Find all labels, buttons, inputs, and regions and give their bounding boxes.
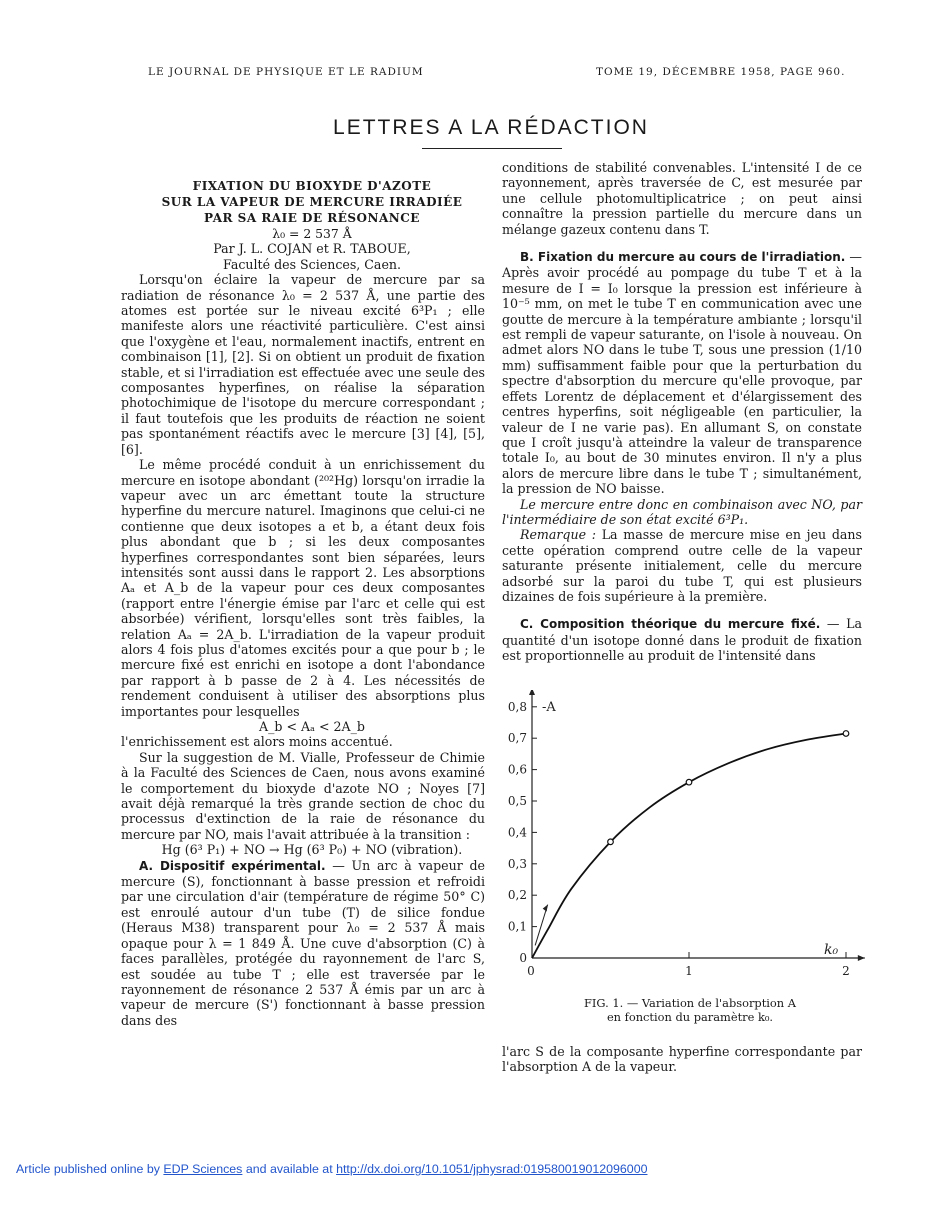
x-tick-label: 1 bbox=[685, 964, 693, 978]
footer-prefix: Article published online by bbox=[16, 1162, 164, 1176]
title-rule bbox=[422, 148, 562, 149]
y-tick-label: 0,7 bbox=[507, 731, 527, 746]
section-c-text: — La quantité d'un isotope donné dans le produit de fixation est proportionnelle au produit de l'intensité dans bbox=[502, 616, 862, 664]
publisher-link[interactable]: EDP Sciences bbox=[163, 1162, 243, 1176]
x-tick-label: 2 bbox=[842, 964, 850, 978]
y-axis-arrow bbox=[529, 690, 535, 695]
section-b-text: — Après avoir procédé au pompage du tube T et à la mesure de I = I₀ lorsque la pression est inférieure à 10⁻⁵ mm, on met le tube T en communication avec une goutte de mercure à la température ambiante ; lorsqu'il est rempli de vapeur saturante, on l'isole à nouveau. On admet alors NO dans le tube T, sous une pression (1/10 mm) suffisamment faible pour que la perturbation du spectre d'absorption du mercure qu'elle provoque, par effets Lorentz de déplacement et d'élargissement des centres hyperfins, soit négligeable (en particulier, la valeur de I ne varie pas). En allumant S, on constate que I croît jusqu'à atteindre la valeur de transparence totale I₀, au bout de 30 minutes environ. Il n'y a plus alors de mercure libre dans le tube T ; simultanément, la pression de NO baisse. bbox=[502, 249, 862, 497]
section-b-heading: B. Fixation du mercure au cours de l'irradiation. bbox=[520, 250, 846, 265]
footer-middle: and available at bbox=[242, 1162, 337, 1176]
article-authors: Par J. L. COJAN et R. TABOUE, bbox=[213, 241, 411, 257]
y-tick-label: 0,4 bbox=[507, 825, 527, 840]
article-title-line-2: SUR LA VAPEUR DE MERCURE IRRADIÉE bbox=[161, 195, 463, 209]
left-paragraph-3: l'enrichissement est alors moins accentué. bbox=[121, 734, 393, 750]
section-a-heading: A. Dispositif expérimental. bbox=[139, 858, 326, 873]
data-point bbox=[686, 779, 692, 785]
left-paragraph-1: Lorsqu'on éclaire la vapeur de mercure par sa radiation de résonance λ₀ = 2 537 Å, une partie des atomes est portée sur le niveau excité 6³P₁ ; elle manifeste alors une réactivité particulière. C'est ainsi que l'oxygène et l'eau, normalement inactifs, entrent en combinaison [1], [2]. Si on obtient un produit de fixation stable, et si l'irradiation est effectuée avec une seule des composantes hyperfines, on réalise la séparation photochimique de l'isotope du mercure correspondant ; il faut toutefois que les produits de réaction ne soient pas spontanément réactifs avec le mercure [3] [4], [5], [6]. bbox=[121, 272, 485, 457]
right-paragraph-after-figure: l'arc S de la composante hyperfine correspondante par l'absorption A de la vapeur. bbox=[502, 1044, 862, 1075]
left-paragraph-2: Le même procédé conduit à un enrichissement du mercure en isotope abondant (²⁰²Hg) lorsqu'on irradie la vapeur avec un arc émettant toute la structure hyperfine du mercure naturel. Imaginons que celui-ci ne contienne que deux isotopes a et b, a étant deux fois plus abondant que b ; si les deux composantes hyperfines correspondantes sont bien séparées, leurs intensités sont aussi dans le rapport 2. Les absorptions Aₐ et A_b de la vapeur pour ces deux composantes (rapport entre l'énergie émise par l'arc et celle qui est absorbée) vérifient, lorsqu'elles sont très faibles, la relation Aₐ = 2A_b. L'irradiation de la vapeur produit alors 4 fois plus d'atomes excités pour a que pour b ; le mercure fixé est enrichi en isotope a dont l'abondance par rapport à b passe de 2 à 4. Les nécessités de rendement conduisent à utiliser des absorptions plus importantes pour lesquelles bbox=[121, 457, 485, 719]
remarque-paragraph bbox=[502, 527, 862, 604]
section-b-paragraph bbox=[502, 249, 862, 497]
section-c-paragraph bbox=[502, 616, 862, 663]
remarque-text: La masse de mercure mise en jeu dans cette opération comprend outre celle de la vapeur saturante présente initialement, celle du mercure adsorbé sur la paroi du tube T, qui est plusieurs dizaines de fois supérieure à la première. bbox=[502, 527, 862, 604]
absorption-curve bbox=[532, 733, 846, 958]
data-point bbox=[843, 731, 849, 737]
x-tick-label: 0 bbox=[527, 964, 535, 978]
figure-caption-line-2: en fonction du paramètre k₀. bbox=[606, 1010, 774, 1024]
formula-inequality: A_b < Aₐ < 2A_b bbox=[259, 719, 365, 734]
figure-caption-line-1: FIG. 1. — Variation de l'absorption A bbox=[584, 996, 796, 1010]
journal-header: LE JOURNAL DE PHYSIQUE ET LE RADIUM bbox=[148, 66, 424, 78]
left-column bbox=[121, 178, 485, 1028]
data-point bbox=[608, 839, 614, 845]
y-tick-label: 0,2 bbox=[507, 888, 527, 903]
article-lambda: λ₀ = 2 537 Å bbox=[272, 226, 352, 241]
figure-caption bbox=[540, 996, 840, 1024]
figure-1 bbox=[505, 690, 875, 990]
italic-conclusion: Le mercure entre donc en combinaison avec NO, par l'intermédiaire de son état excité 6³P₁. bbox=[502, 496, 862, 527]
formula-transition: Hg (6³ P₁) + NO → Hg (6³ P₀) + NO (vibration). bbox=[161, 842, 463, 858]
article-title-line-1: FIXATION DU BIOXYDE D'AZOTE bbox=[192, 179, 432, 193]
article-affiliation: Faculté des Sciences, Caen. bbox=[222, 256, 402, 272]
y-tick-label: 0,5 bbox=[507, 794, 527, 808]
y-tick-label: 0,1 bbox=[507, 919, 527, 934]
x-axis-label: k₀ bbox=[824, 942, 839, 958]
section-c-heading: C. Composition théorique du mercure fixé. bbox=[520, 617, 821, 632]
x-axis-arrow bbox=[858, 955, 865, 961]
y-tick-label: 0,3 bbox=[507, 856, 527, 871]
absorption-chart bbox=[505, 690, 875, 990]
doi-link[interactable]: http://dx.doi.org/10.1051/jphysrad:019580019012096000 bbox=[336, 1162, 648, 1176]
section-a-paragraph bbox=[121, 858, 485, 1028]
remarque-label: Remarque : bbox=[520, 527, 596, 543]
right-paragraph-1: conditions de stabilité convenables. L'intensité I de ce rayonnement, après traversée de C, est mesurée par une cellule photomultiplicatrice ; on peut ainsi connaître la pression partielle du mercure dans un mélange gazeux contenu dans T. bbox=[502, 160, 862, 237]
left-paragraph-4: Sur la suggestion de M. Vialle, Professeur de Chimie à la Faculté des Sciences de Caen, nous avons examiné le comportement du bioxyde d'azote NO ; Noyes [7] avait déjà remarqué la très grande section de choc du processus d'extinction de la raie de résonance du mercure par NO, mais l'avait attribuée à la transition : bbox=[121, 749, 485, 842]
right-column bbox=[502, 160, 862, 664]
article-title-line-3: PAR SA RAIE DE RÉSONANCE bbox=[204, 211, 420, 225]
section-title: LETTRES A LA RÉDACTION bbox=[333, 116, 649, 139]
y-axis-label: -A bbox=[542, 699, 556, 715]
y-tick-label: 0,8 bbox=[507, 699, 527, 714]
y-tick-label: 0 bbox=[519, 951, 527, 965]
section-a-text: — Un arc à vapeur de mercure (S), fonctionnant à basse pression et refroidi par une circulation d'air (température de régime 50° C) est enroulé autour d'un tube (T) de silice fondue (Heraus M38) transparent pour λ₀ = 2 537 Å mais opaque pour λ = 1 849 Å. Une cuve d'absorption (C) à faces parallèles, protégée du rayonnement de l'arc S, est soudée au tube T ; elle est traversée par le rayonnement de résonance 2 537 Å émis par un arc à vapeur de mercure (S') fonctionnant à basse pression dans des bbox=[121, 857, 485, 1028]
slope-arrow-head bbox=[543, 905, 548, 912]
issue-header: TOME 19, DÉCEMBRE 1958, PAGE 960. bbox=[596, 66, 846, 78]
footer bbox=[16, 1162, 647, 1176]
y-tick-label: 0,6 bbox=[507, 762, 527, 777]
